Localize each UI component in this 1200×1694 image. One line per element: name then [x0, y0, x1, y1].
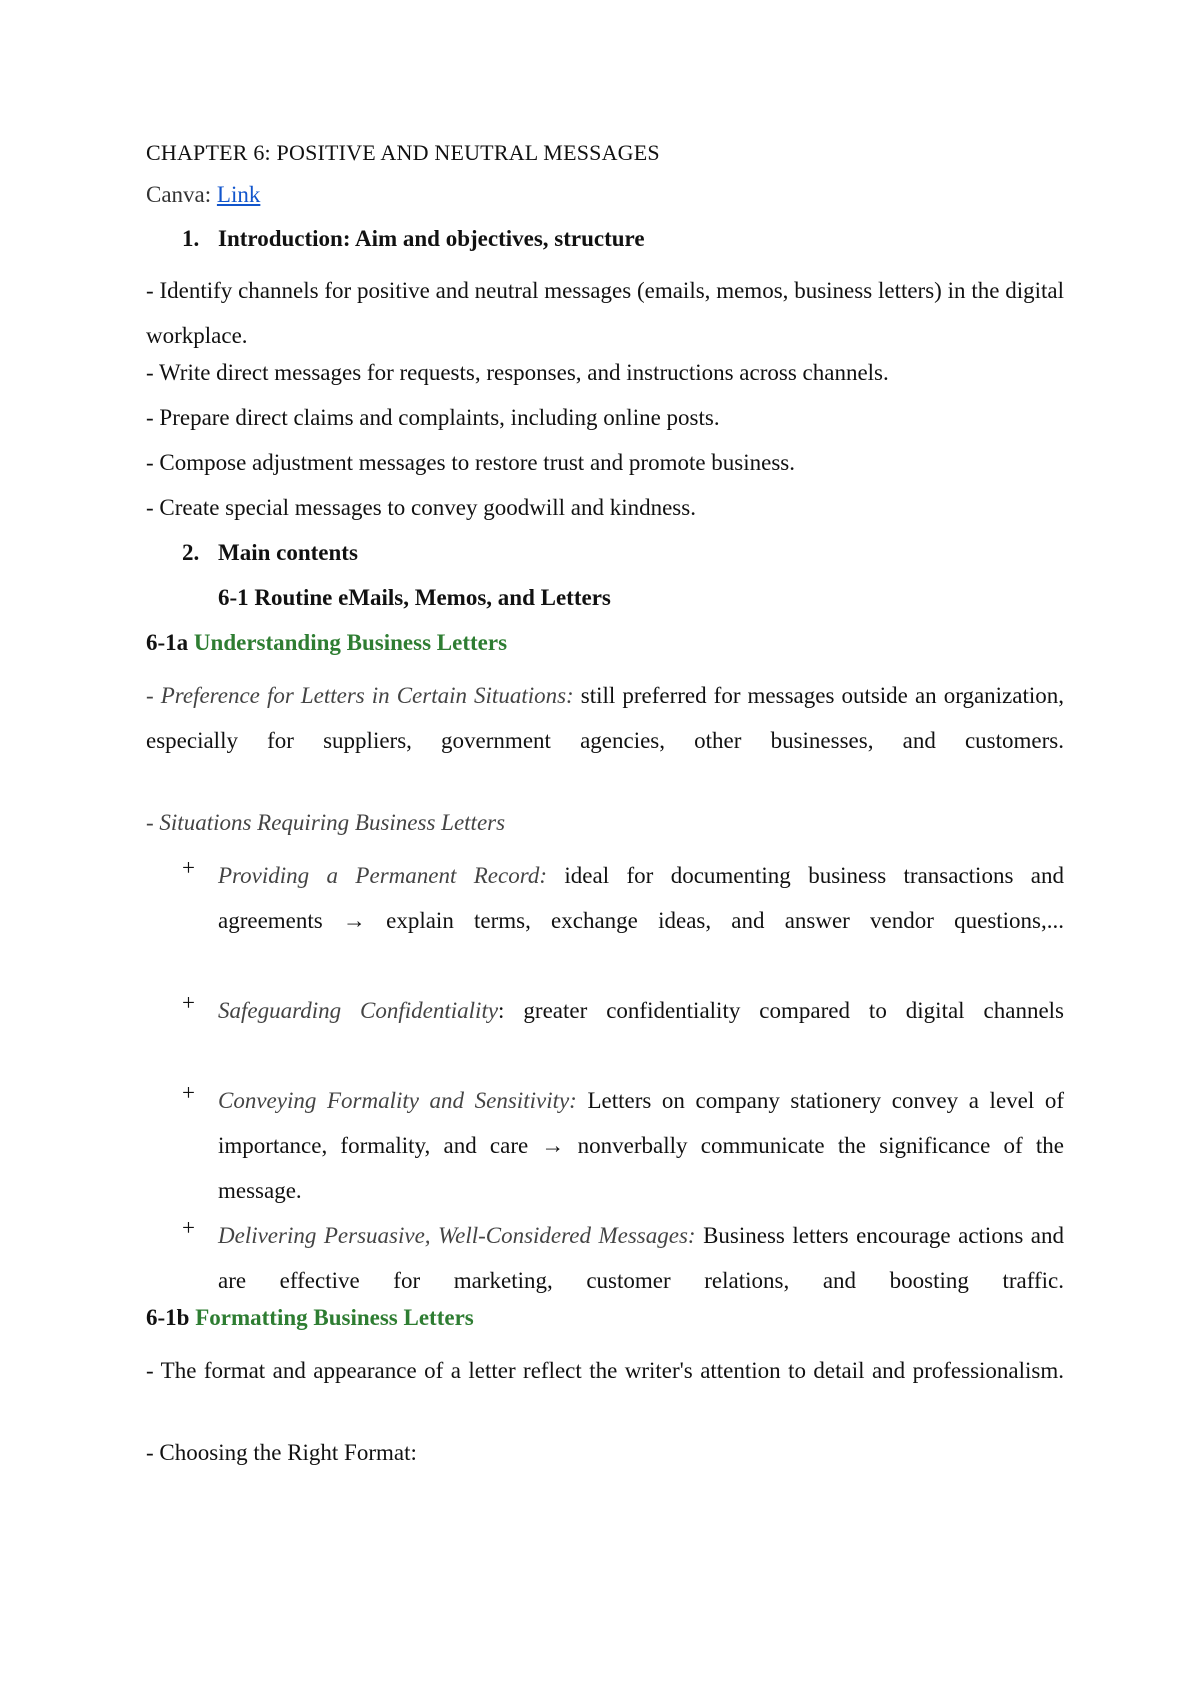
preference-text: still preferred for messages outside an organization, especially for suppliers, government agencies, other businesses, and customers. [146, 683, 1064, 753]
bullet-formality [218, 1078, 1064, 1213]
bullet-symbol: + [182, 990, 195, 1015]
main-heading [182, 538, 358, 568]
section-b-heading [146, 1303, 474, 1333]
bullet-symbol: + [182, 1215, 195, 1240]
intro-number: 1. [182, 226, 200, 251]
main-heading-text: Main contents [218, 540, 358, 565]
bullet-text: Letters on company stationery convey a level of importance, formality, and care → nonverbally communicate the significance of the message. [218, 1088, 1065, 1203]
bullet-label: Delivering Persuasive, Well-Considered Messages: [218, 1223, 696, 1248]
chapter-title: CHAPTER 6: POSITIVE AND NEUTRAL MESSAGES [146, 140, 660, 165]
section-b-title: Formatting Business Letters [195, 1305, 474, 1330]
section-a-code: 6-1a [146, 630, 189, 655]
section-a-title: Understanding Business Letters [193, 630, 508, 655]
bullet-confidentiality [218, 988, 1064, 1033]
bullet-label: Safeguarding Confidentiality [218, 998, 499, 1023]
objective-3: - Prepare direct claims and complaints, including online posts. [146, 405, 720, 430]
bullet-persuasive [218, 1213, 1064, 1303]
objective-2: - Write direct messages for requests, responses, and instructions across channels. [146, 360, 889, 385]
bullet-label: Conveying Formality and Sensitivity: [218, 1088, 577, 1113]
section-a-heading [146, 628, 507, 658]
bullet-text: ideal for documenting business transactions and agreements → explain terms, exchange ideas, and answer vendor questions,... [218, 863, 1065, 933]
main-number: 2. [182, 540, 200, 565]
canva-link[interactable]: Link [216, 182, 261, 207]
bullet-permanent-record [218, 853, 1064, 943]
canva-line [146, 180, 260, 210]
bullet-symbol: + [182, 855, 195, 880]
preference-paragraph [146, 673, 1064, 763]
canva-label: Canva: [146, 182, 217, 207]
bullet-symbol: + [182, 1080, 195, 1105]
objective-5: - Create special messages to convey goodwill and kindness. [146, 495, 696, 520]
bullet-label: Providing a Permanent Record: [218, 863, 547, 888]
section-b-code: 6-1b [146, 1305, 190, 1330]
format-paragraph: - The format and appearance of a letter reflect the writer's attention to detail and professionalism. [146, 1358, 1064, 1383]
intro-heading [182, 224, 645, 254]
main-subheading: 6-1 Routine eMails, Memos, and Letters [218, 585, 611, 610]
intro-heading-text: Introduction: Aim and objectives, structure [218, 226, 645, 251]
bullet-text: : greater confidentiality compared to digital channels [498, 998, 1064, 1023]
bullet-text: Business letters encourage actions and are effective for marketing, customer relations, and boosting traffic. [218, 1223, 1065, 1293]
situations-label: - Situations Requiring Business Letters [146, 810, 506, 835]
objective-1: - Identify channels for positive and neutral messages (emails, memos, business letters) in the digital workplace. [146, 278, 1064, 348]
preference-label: - Preference for Letters in Certain Situations: [146, 683, 574, 708]
objective-4: - Compose adjustment messages to restore trust and promote business. [146, 450, 796, 475]
choosing-format: - Choosing the Right Format: [146, 1440, 417, 1465]
